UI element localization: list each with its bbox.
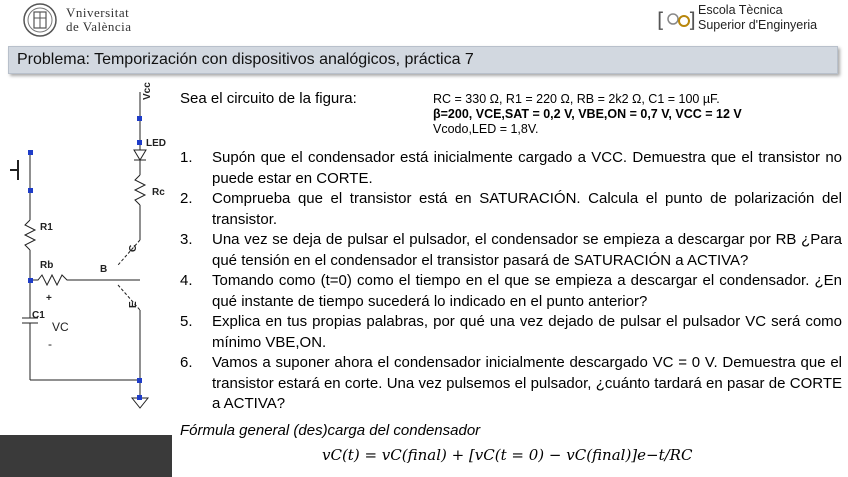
school-name [698,3,817,33]
university-name [66,6,132,34]
item-number: 5. [180,313,193,330]
parameters-line-2: β=200, VCE,SAT = 0,2 V, VBE,ON = 0,7 V, VCC = 12 V [433,107,742,121]
collector-label: C [128,244,139,252]
item-text: Vamos a suponer ahora el condensador inicialmente descargado VC = 0 V. Demuestra que el transistor estará en corte. Una vez pulsemos el pulsador, ¿cuánto tardará en pasar de CORTE a ACTIVA? [212,354,842,412]
school-line-2: Superior d'Enginyeria [698,18,818,32]
formula-label: Fórmula general (des)carga del condensador [180,422,481,439]
vc-label: VC [52,320,69,334]
list-item [180,271,842,312]
plus-label: + [46,293,52,304]
vcc-label: Vcc [142,82,153,100]
item-number: 3. [180,231,193,248]
item-text: Una vez se deja de pulsar el pulsador, el condensador se empieza a descargar por RB ¿Para qué tensión en el condensador el transistor pasará de SATURACIÓN a ACTIVA? [212,231,842,269]
base-label: B [100,264,108,275]
rb-label: Rb [40,260,54,271]
svg-text:[: [ [657,8,665,32]
slide-title: Problema: Temporización con dispositivos analógicos, práctica 7 [17,51,474,68]
svg-text:]: ] [688,8,696,32]
item-number: 6. [180,354,193,371]
item-text: Tomando como (t=0) como el tiempo en el que se empieza a descargar el condensador. ¿En qué instante de tiempo sucederá lo indicado en el punto anterior? [212,272,842,310]
item-text: Explica en tus propias palabras, por qué una vez dejado de pulsar el pulsador VC será como mínimo VBE,ON. [212,313,842,351]
capacitor-formula: vC(t) = vC(final) + [vC(t = 0) − vC(final)]e−t/RC [322,446,693,464]
parameters [433,92,742,137]
list-item [180,189,842,230]
list-item [180,230,842,271]
university-line-1: Vniversitat [66,5,130,20]
problem-list [180,148,842,415]
parameters-line-1: RC = 330 Ω, R1 = 220 Ω, RB = 2k2 Ω, C1 = 100 µF. [433,92,720,106]
footer-bar [0,435,172,477]
item-number: 4. [180,272,193,289]
c1-label: C1 [32,310,45,321]
emitter-label: E [128,301,139,308]
header [0,0,848,40]
item-number: 1. [180,149,193,166]
led-label: LED [146,138,166,149]
list-item [180,148,842,189]
list-item [180,312,842,353]
school-logo-icon [656,3,696,37]
r1-label: R1 [40,222,53,233]
slide-title-bar [8,46,838,74]
university-seal-icon [22,3,58,37]
minus-label: - [48,337,52,351]
parameters-line-3: Vcodo,LED = 1,8V. [433,122,539,136]
rc-label: Rc [152,187,165,198]
item-text: Comprueba que el transistor está en SATURACIÓN. Calcula el punto de polarización del transistor. [212,190,842,228]
intro-text: Sea el circuito de la figura: [180,90,357,107]
school-line-1: Escola Tècnica [698,3,783,17]
item-text: Supón que el condensador está inicialmente cargado a VCC. Demuestra que el transistor no puede estar en CORTE. [212,149,842,187]
circuit-diagram [0,80,175,420]
university-line-2: de València [66,19,132,34]
list-item [180,353,842,415]
item-number: 2. [180,190,193,207]
